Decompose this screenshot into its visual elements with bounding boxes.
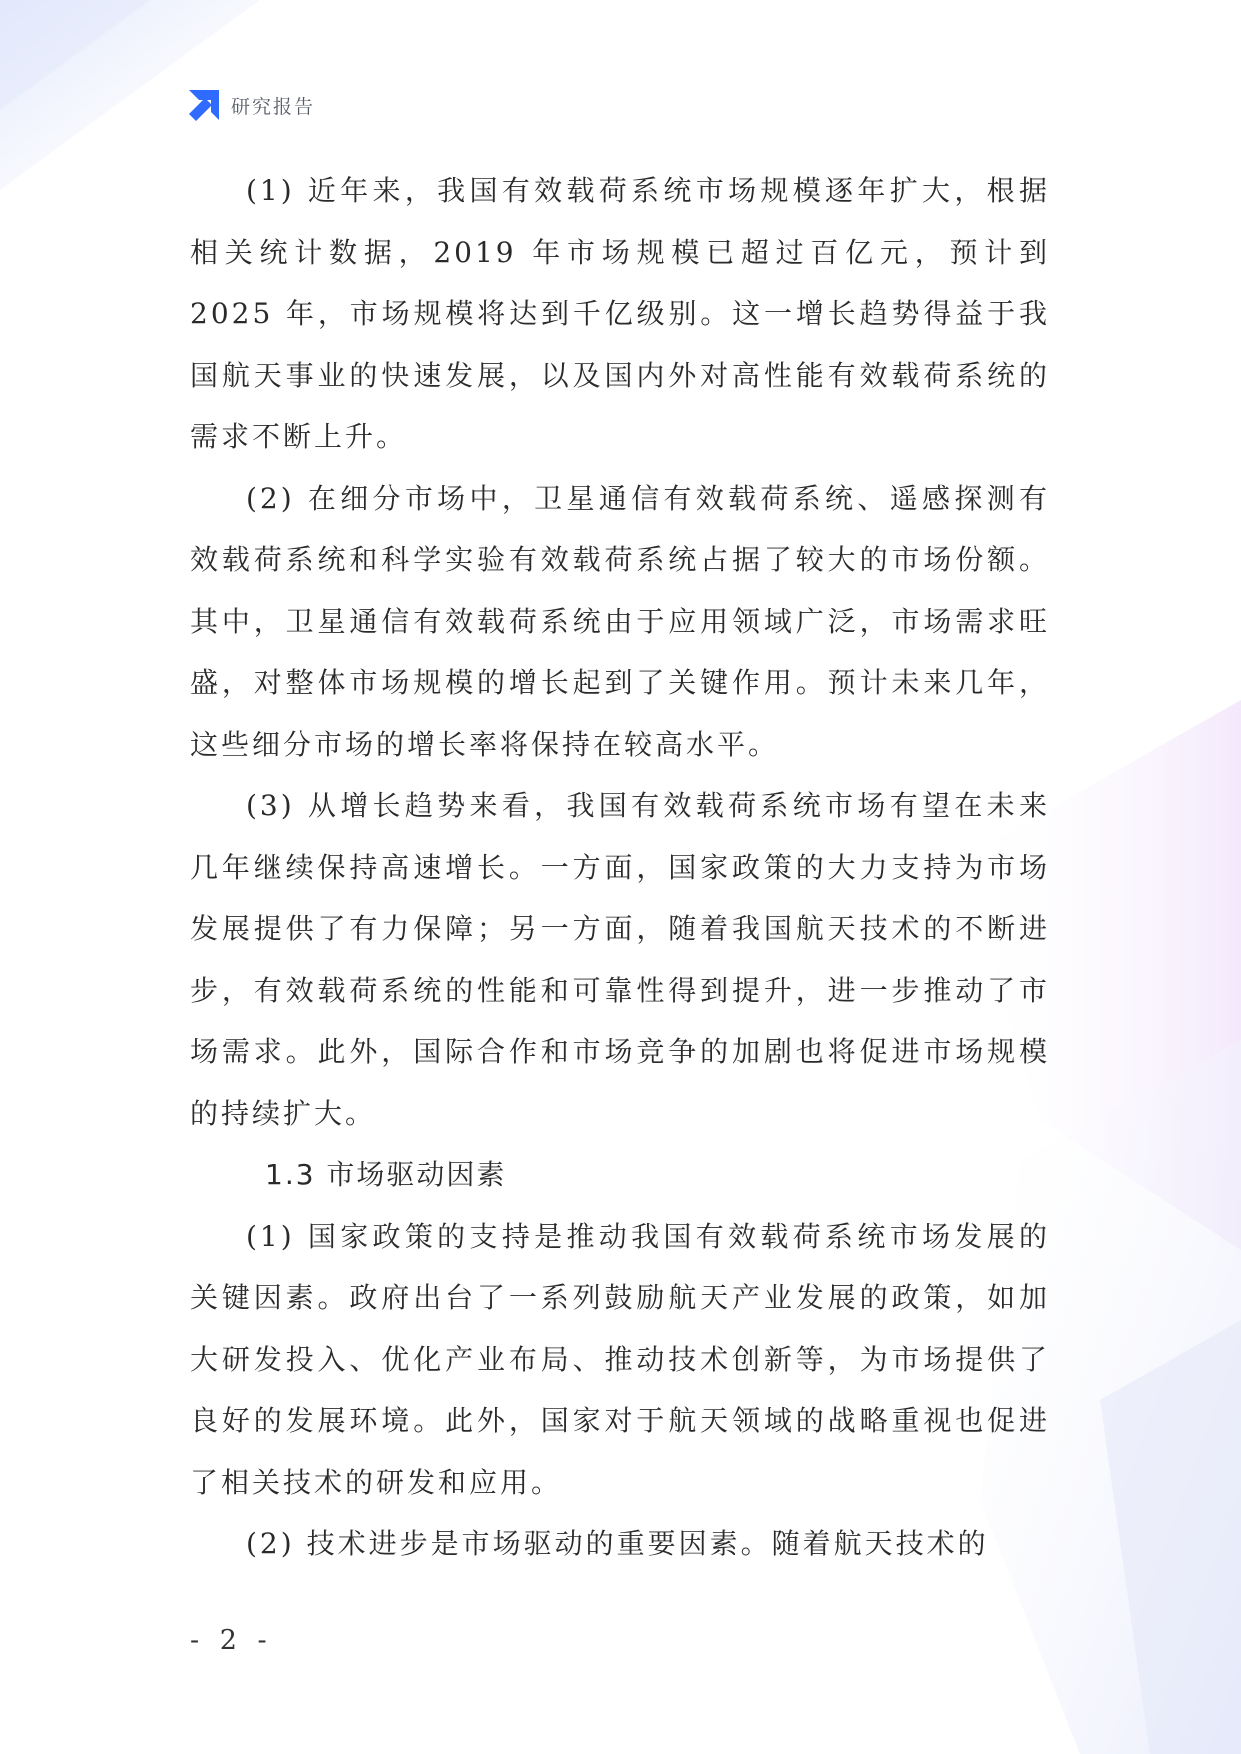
document-body bbox=[190, 160, 1050, 1575]
paragraph: (2) 技术进步是市场驱动的重要因素。随着航天技术的 bbox=[246, 1527, 989, 1560]
paragraph: (2) 在细分市场中，卫星通信有效载荷系统、遥感探测有效载荷系统和科学实验有效载荷系统占据了较大的市场份额。其中，卫星通信有效载荷系统由于应用领域广泛，市场需求旺盛，对整体市场规模的增长起到了关键作用。预计未来几年，这些细分市场的增长率将保持在较高水平。 bbox=[190, 481, 1050, 761]
page-number: - 2 - bbox=[190, 1625, 273, 1656]
paragraph: (1) 近年来，我国有效载荷系统市场规模逐年扩大，根据相关统计数据，2019 年市场规模已超过百亿元，预计到 2025 年，市场规模将达到千亿级别。这一增长趋势得益于我国航天事业的快速发展，以及国内外对高性能有效载荷系统的需求不断上升。 bbox=[190, 174, 1050, 453]
report-header bbox=[187, 88, 315, 122]
header-title: 研究报告 bbox=[231, 95, 316, 118]
section-heading: 1.3 市场驱动因素 bbox=[265, 1158, 507, 1191]
arrow-up-right-icon bbox=[187, 88, 221, 122]
paragraph: (3) 从增长趋势来看，我国有效载荷系统市场有望在未来几年继续保持高速增长。一方面，国家政策的大力支持为市场发展提供了有力保障；另一方面，随着我国航天技术的不断进步，有效载荷系统的性能和可靠性得到提升，进一步推动了市场需求。此外，国际合作和市场竞争的加剧也将促进市场规模的持续扩大。 bbox=[190, 789, 1050, 1130]
paragraph: (1) 国家政策的支持是推动我国有效载荷系统市场发展的关键因素。政府出台了一系列鼓励航天产业发展的政策，如加大研发投入、优化产业布局、推动技术创新等，为市场提供了良好的发展环境。此外，国家对于航天领域的战略重视也促进了相关技术的研发和应用。 bbox=[190, 1219, 1050, 1499]
